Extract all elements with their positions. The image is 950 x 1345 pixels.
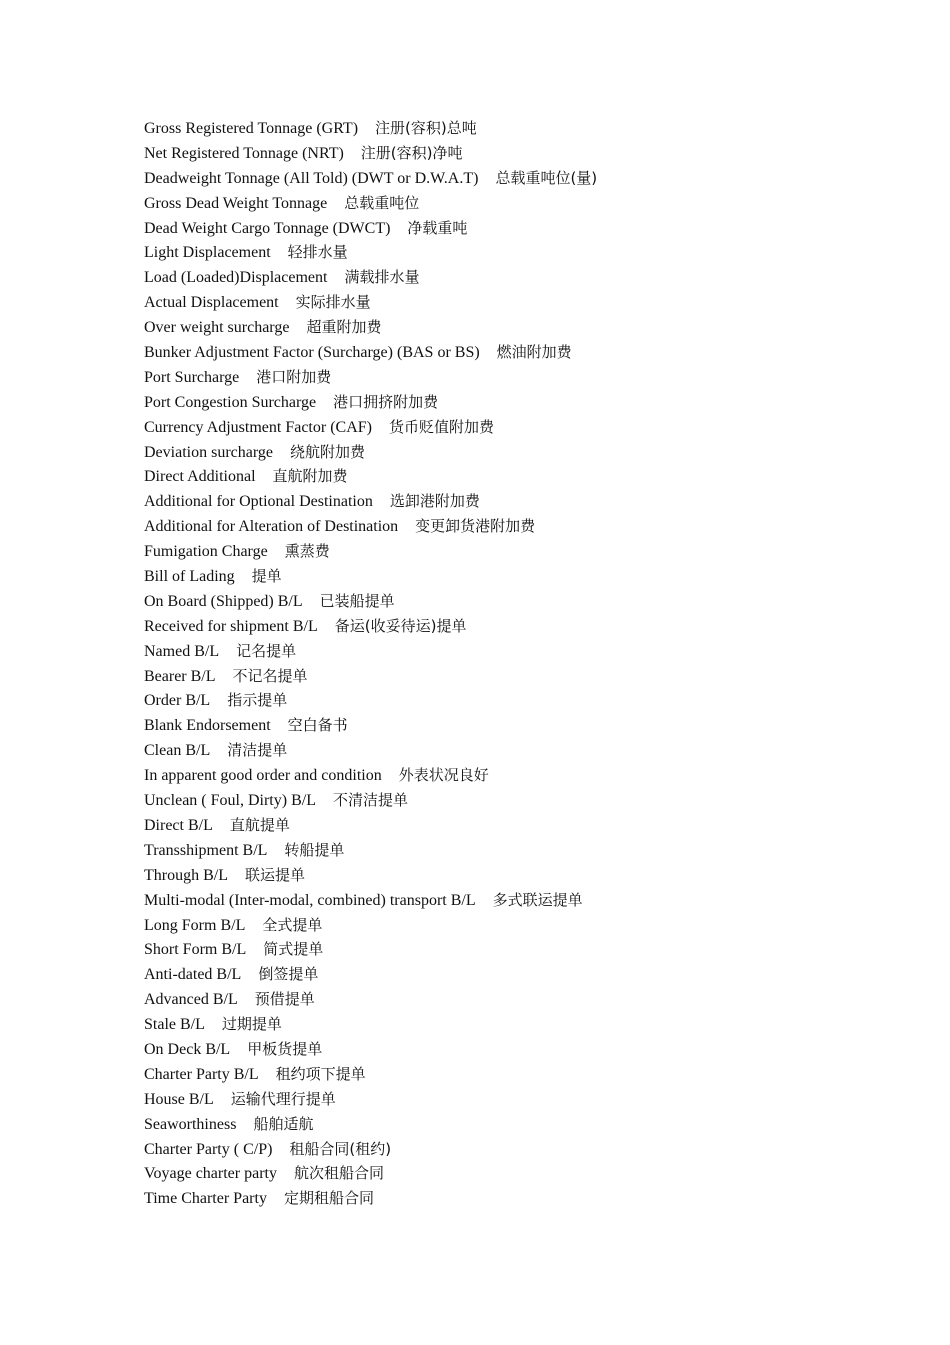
term-english: Port Surcharge	[144, 368, 240, 386]
term-chinese: 总载重吨位(量)	[495, 168, 598, 187]
glossary-entry	[144, 265, 904, 290]
glossary-entry	[144, 987, 904, 1012]
term-chinese: 满载排水量	[344, 268, 420, 287]
glossary-entry	[144, 937, 904, 962]
glossary-entry	[144, 116, 904, 141]
term-chinese: 船舶适航	[253, 1114, 314, 1133]
glossary-entry	[144, 1062, 904, 1087]
glossary-entry	[144, 415, 904, 440]
term-chinese: 清洁提单	[227, 741, 288, 760]
glossary-entry	[144, 888, 904, 913]
glossary-entry	[144, 1087, 904, 1112]
term-english: Gross Dead Weight Tonnage	[144, 194, 328, 212]
term-chinese: 港口拥挤附加费	[333, 392, 439, 411]
term-chinese: 租约项下提单	[275, 1064, 366, 1083]
term-english: Deviation surcharge	[144, 443, 273, 461]
term-chinese: 运输代理行提单	[230, 1089, 336, 1108]
term-chinese: 定期租船合同	[283, 1189, 374, 1208]
term-chinese: 燃油附加费	[496, 343, 572, 362]
term-chinese: 航次租船合同	[293, 1164, 384, 1183]
glossary-entry	[144, 813, 904, 838]
term-chinese: 直航附加费	[272, 467, 348, 486]
term-chinese: 变更卸货港附加费	[415, 517, 536, 536]
glossary-entry	[144, 514, 904, 539]
term-english: Direct B/L	[144, 816, 213, 834]
glossary-entry	[144, 191, 904, 216]
term-english: Bunker Adjustment Factor (Surcharge) (BAS or BS)	[144, 344, 480, 362]
glossary-entry	[144, 564, 904, 589]
term-english: Additional for Optional Destination	[144, 493, 373, 511]
term-english: Currency Adjustment Factor (CAF)	[144, 418, 372, 436]
term-chinese: 指示提单	[227, 691, 288, 710]
glossary-entry	[144, 589, 904, 614]
term-chinese: 已装船提单	[319, 591, 395, 610]
term-chinese: 实际排水量	[295, 293, 371, 312]
term-chinese: 轻排水量	[287, 243, 348, 262]
glossary-entry	[144, 863, 904, 888]
term-english: Charter Party ( C/P)	[144, 1140, 273, 1158]
term-chinese: 记名提单	[236, 641, 297, 660]
term-english: Fumigation Charge	[144, 543, 268, 561]
term-english: Stale B/L	[144, 1016, 205, 1034]
term-chinese: 不清洁提单	[332, 791, 408, 810]
glossary-entry	[144, 838, 904, 863]
term-english: Order B/L	[144, 692, 211, 710]
shipping-terms-glossary	[144, 116, 904, 1211]
glossary-entry	[144, 315, 904, 340]
term-english: House B/L	[144, 1090, 214, 1108]
term-english: Seaworthiness	[144, 1115, 237, 1133]
term-chinese: 货币贬值附加费	[388, 417, 494, 436]
term-chinese: 租船合同(租约)	[289, 1139, 392, 1158]
term-english: Multi-modal (Inter-modal, combined) transport B/L	[144, 891, 476, 909]
term-chinese: 不记名提单	[232, 666, 308, 685]
term-english: Charter Party B/L	[144, 1065, 259, 1083]
term-chinese: 甲板货提单	[247, 1039, 323, 1058]
glossary-entry	[144, 390, 904, 415]
term-english: Voyage charter party	[144, 1165, 277, 1183]
term-english: Clean B/L	[144, 742, 211, 760]
term-chinese: 转船提单	[284, 840, 345, 859]
term-chinese: 过期提单	[221, 1015, 282, 1034]
glossary-entry	[144, 913, 904, 938]
term-english: Direct Additional	[144, 468, 256, 486]
term-english: Blank Endorsement	[144, 717, 271, 735]
glossary-entry	[144, 1161, 904, 1186]
glossary-entry	[144, 1112, 904, 1137]
term-english: Transshipment B/L	[144, 841, 268, 859]
term-english: Received for shipment B/L	[144, 617, 318, 635]
glossary-entry	[144, 738, 904, 763]
glossary-entry	[144, 713, 904, 738]
term-english: Net Registered Tonnage (NRT)	[144, 144, 344, 162]
term-chinese: 全式提单	[262, 915, 323, 934]
glossary-entry	[144, 464, 904, 489]
term-chinese: 超重附加费	[306, 318, 382, 337]
term-english: Long Form B/L	[144, 916, 246, 934]
term-chinese: 备运(收妥待运)提单	[334, 616, 467, 635]
glossary-entry	[144, 365, 904, 390]
term-chinese: 空白备书	[287, 716, 348, 735]
glossary-entry	[144, 539, 904, 564]
term-english: Over weight surcharge	[144, 319, 290, 337]
glossary-entry	[144, 962, 904, 987]
term-english: Bill of Lading	[144, 568, 235, 586]
term-chinese: 选卸港附加费	[389, 492, 480, 511]
term-chinese: 简式提单	[263, 940, 324, 959]
term-english: Additional for Alteration of Destination	[144, 518, 399, 536]
term-english: Port Congestion Surcharge	[144, 393, 317, 411]
term-english: Bearer B/L	[144, 667, 216, 685]
term-english: On Deck B/L	[144, 1040, 231, 1058]
term-chinese: 联运提单	[245, 865, 306, 884]
term-english: Advanced B/L	[144, 991, 238, 1009]
glossary-entry	[144, 290, 904, 315]
term-english: Load (Loaded)Displacement	[144, 269, 328, 287]
term-english: Dead Weight Cargo Tonnage (DWCT)	[144, 219, 391, 237]
term-english: On Board (Shipped) B/L	[144, 592, 303, 610]
glossary-entry	[144, 664, 904, 689]
term-english: Unclean ( Foul, Dirty) B/L	[144, 792, 316, 810]
term-english: Short Form B/L	[144, 941, 247, 959]
term-chinese: 注册(容积)净吨	[360, 143, 463, 162]
glossary-entry	[144, 788, 904, 813]
glossary-entry	[144, 440, 904, 465]
term-chinese: 总载重吨位	[344, 193, 420, 212]
term-english: Through B/L	[144, 866, 228, 884]
term-chinese: 熏蒸费	[284, 542, 330, 561]
term-english: In apparent good order and condition	[144, 767, 382, 785]
glossary-entry	[144, 1037, 904, 1062]
term-english: Deadweight Tonnage (All Told) (DWT or D.W.A.T)	[144, 169, 479, 187]
term-chinese: 多式联运提单	[492, 890, 583, 909]
term-chinese: 绕航附加费	[290, 442, 366, 461]
glossary-entry	[144, 1137, 904, 1162]
term-chinese: 外表状况良好	[398, 766, 489, 785]
glossary-entry	[144, 688, 904, 713]
glossary-entry	[144, 1012, 904, 1037]
glossary-entry	[144, 763, 904, 788]
term-chinese: 提单	[251, 567, 282, 586]
term-english: Named B/L	[144, 642, 220, 660]
term-english: Light Displacement	[144, 244, 271, 262]
term-chinese: 净载重吨	[407, 218, 468, 237]
glossary-entry	[144, 216, 904, 241]
glossary-entry	[144, 639, 904, 664]
glossary-entry	[144, 340, 904, 365]
term-english: Anti-dated B/L	[144, 966, 242, 984]
term-chinese: 港口附加费	[256, 367, 332, 386]
term-english: Actual Displacement	[144, 294, 279, 312]
glossary-entry	[144, 141, 904, 166]
term-chinese: 预借提单	[254, 990, 315, 1009]
glossary-entry	[144, 1186, 904, 1211]
term-english: Time Charter Party	[144, 1190, 267, 1208]
glossary-entry	[144, 489, 904, 514]
term-english: Gross Registered Tonnage (GRT)	[144, 120, 359, 137]
term-chinese: 直航提单	[229, 815, 290, 834]
glossary-entry	[144, 614, 904, 639]
glossary-entry	[144, 166, 904, 191]
term-chinese: 倒签提单	[258, 965, 319, 984]
glossary-entry	[144, 240, 904, 265]
term-chinese: 注册(容积)总吨	[375, 119, 477, 137]
